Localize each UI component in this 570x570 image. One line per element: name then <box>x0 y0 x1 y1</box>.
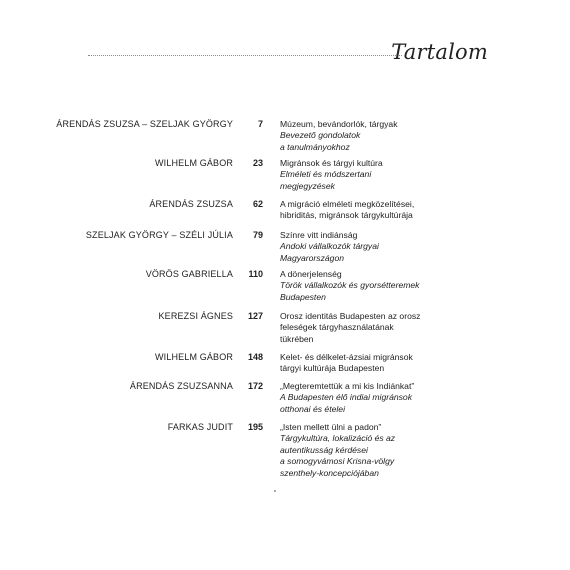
entry-title-line: hibriditás, migránsok tárgykultúrája <box>280 210 413 221</box>
entry-title-line: megjegyzések <box>280 180 335 191</box>
entry-title <box>280 230 460 264</box>
entry-title-line: autentikusság kérdései <box>280 444 368 455</box>
toc-entry <box>0 230 570 270</box>
entry-title-line: tükrében <box>280 333 314 344</box>
entry-title <box>280 158 460 192</box>
toc-entry <box>0 269 570 309</box>
entry-page-number: 62 <box>252 199 263 209</box>
entry-title-line: Budapesten <box>280 291 326 302</box>
entry-author: WILHELM GÁBOR <box>155 158 233 168</box>
entry-title <box>280 311 460 345</box>
entry-title-line: „Megteremtettük a mi kis Indiánkat” <box>280 381 415 391</box>
toc-entry <box>0 158 570 198</box>
entry-title-line: Múzeum, bevándorlók, tárgyak <box>280 119 398 129</box>
entry-title <box>280 119 460 153</box>
entry-page-number: 110 <box>248 269 263 279</box>
entry-title-line: Andoki vállalkozók tárgyai <box>280 241 379 252</box>
entry-title <box>280 352 460 375</box>
entry-title-line: Kelet- és délkelet-ázsiai migránsok <box>280 352 413 362</box>
entry-author: SZELJAK GYÖRGY – SZÉLI JÚLIA <box>85 230 233 240</box>
entry-title-line: Orosz identitás Budapesten az orosz <box>280 311 421 321</box>
entry-title-line: szenthely-koncepciójában <box>280 467 379 478</box>
toc-entry <box>0 422 570 478</box>
toc-header <box>88 34 488 64</box>
entry-author: ÁRENDÁS ZSUZSANNA <box>129 381 233 391</box>
entry-title-line: a tanulmányokhoz <box>280 141 350 152</box>
entry-title <box>280 269 460 303</box>
entry-title-line: A migráció elméleti megközelítései, <box>280 199 415 209</box>
entry-title-line: Magyarországon <box>280 252 345 263</box>
entry-page-number: 127 <box>247 311 263 321</box>
entry-title-line: tárgyi kultúrája Budapesten <box>280 363 385 374</box>
toc-entry <box>0 381 570 421</box>
entry-title-line: A Budapesten élő indiai migránsok <box>280 392 413 403</box>
entry-page-number: 7 <box>257 119 263 129</box>
entry-title-line: Tárgykultúra, lokalizáció és az <box>280 433 396 444</box>
entry-author: ÁRENDÁS ZSUZSA <box>149 199 233 209</box>
entry-page-number: 172 <box>247 381 263 391</box>
entry-author: KEREZSI ÁGNES <box>158 311 233 321</box>
toc-entry <box>0 311 570 351</box>
entry-title-line: feleségek tárgyhasználatának <box>280 322 394 333</box>
entry-title-line: Migránsok és tárgyi kultúra <box>280 158 383 168</box>
entry-author: FARKAS JUDIT <box>167 422 233 432</box>
entry-title-line: „Isten mellett ülni a padon” <box>280 422 382 432</box>
page-speck <box>274 490 276 492</box>
entry-title-line: otthonai és ételei <box>280 403 345 414</box>
entry-page-number: 79 <box>252 230 263 240</box>
toc-entry <box>0 119 570 159</box>
entry-title-line: Bevezető gondolatok <box>280 130 361 141</box>
dotted-leader <box>88 55 402 56</box>
entry-page-number: 148 <box>247 352 263 362</box>
entry-title <box>280 422 460 479</box>
entry-title-line: Török vállalkozók és gyorsétteremek <box>280 280 420 291</box>
entry-title-line: A dönerjelenség <box>280 269 342 279</box>
entry-page-number: 23 <box>252 158 263 168</box>
entry-author: ÁRENDÁS ZSUZSA – SZELJAK GYÖRGY <box>56 119 233 129</box>
entry-title-line: Elméleti és módszertani <box>280 169 372 180</box>
entry-title <box>280 381 460 415</box>
entry-title <box>280 199 460 222</box>
entry-author: WILHELM GÁBOR <box>155 352 233 362</box>
entry-page-number: 195 <box>247 422 263 432</box>
entry-title-line: Színre vitt indiánság <box>280 230 358 240</box>
entry-title-line: a somogyvámosi Krisna-völgy <box>280 456 395 467</box>
page-title: Tartalom <box>391 40 488 64</box>
entry-author: VÖRÖS GABRIELLA <box>145 269 233 279</box>
